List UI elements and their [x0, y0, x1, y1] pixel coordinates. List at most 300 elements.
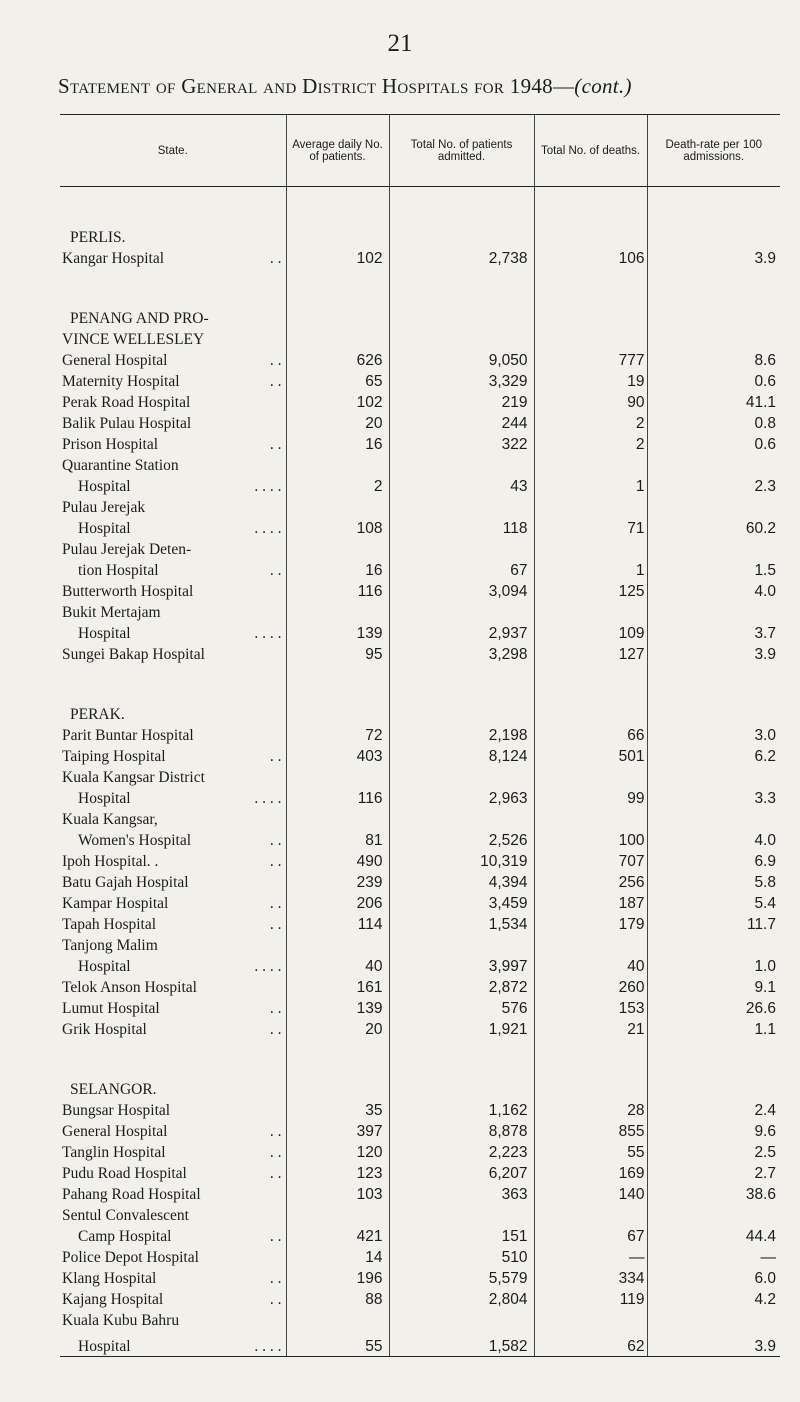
- admitted-cell: 322: [389, 433, 534, 454]
- hospital-name-cell: [60, 1141, 286, 1162]
- deaths-cell: 71: [534, 517, 647, 538]
- table-row: [60, 496, 780, 517]
- table-row: [60, 1120, 780, 1141]
- hospital-name: Bungsar Hospital: [62, 1102, 171, 1119]
- deaths-cell: 140: [534, 1183, 647, 1204]
- death-rate-cell: [647, 268, 780, 328]
- hospital-name: Kajang Hospital: [62, 1291, 164, 1308]
- avg-daily-cell: 88: [286, 1288, 389, 1309]
- table-row: [60, 997, 780, 1018]
- admitted-cell: 10,319: [389, 850, 534, 871]
- admitted-cell: 8,124: [389, 745, 534, 766]
- avg-daily-cell: 116: [286, 580, 389, 601]
- admitted-cell: 3,094: [389, 580, 534, 601]
- avg-daily-cell: 55: [286, 1330, 389, 1357]
- leader-dots: . .: [269, 1270, 282, 1287]
- deaths-cell: [534, 538, 647, 559]
- hospital-name: Tanglin Hospital: [62, 1144, 166, 1161]
- avg-daily-cell: 16: [286, 559, 389, 580]
- hospital-name-cell: [60, 1204, 286, 1225]
- avg-daily-cell: 65: [286, 370, 389, 391]
- deaths-cell: 67: [534, 1225, 647, 1246]
- hospital-name: PERAK.: [70, 706, 125, 723]
- death-rate-cell: 6.0: [647, 1267, 780, 1288]
- hospital-name-cell: [60, 871, 286, 892]
- deaths-cell: 153: [534, 997, 647, 1018]
- admitted-cell: [389, 496, 534, 517]
- avg-daily-cell: 95: [286, 643, 389, 664]
- hospital-name: General Hospital: [62, 352, 168, 369]
- table-row: [60, 1225, 780, 1246]
- hospital-name-cell: [60, 808, 286, 829]
- avg-daily-cell: [286, 268, 389, 328]
- admitted-cell: [389, 187, 534, 248]
- death-rate-cell: 0.6: [647, 370, 780, 391]
- deaths-cell: 106: [534, 247, 647, 268]
- hospital-name-cell: [60, 328, 286, 349]
- section-row: [60, 1039, 780, 1099]
- hospital-name-cell: [60, 1120, 286, 1141]
- death-rate-cell: 4.0: [647, 580, 780, 601]
- avg-daily-cell: [286, 1039, 389, 1099]
- hospital-name-cell: [60, 766, 286, 787]
- leader-dots: . .: [269, 916, 282, 933]
- death-rate-cell: 4.0: [647, 829, 780, 850]
- leader-dots: . . . .: [254, 790, 282, 807]
- hospital-name-cell: [60, 370, 286, 391]
- table-row: [60, 1141, 780, 1162]
- hospital-name: Sungei Bakap Hospital: [62, 646, 205, 663]
- avg-daily-cell: 20: [286, 412, 389, 433]
- admitted-cell: 2,738: [389, 247, 534, 268]
- death-rate-cell: 3.3: [647, 787, 780, 808]
- table-header-row: [60, 115, 780, 187]
- hospital-name-cell: [60, 475, 286, 496]
- leader-dots: . . . .: [254, 520, 282, 537]
- hospital-name: Pulau Jerejak Deten-: [62, 541, 192, 558]
- section-row: [60, 268, 780, 328]
- admitted-cell: 244: [389, 412, 534, 433]
- hospital-name: Hospital: [78, 520, 131, 537]
- death-rate-cell: [647, 766, 780, 787]
- admitted-cell: [389, 664, 534, 724]
- hospital-name: tion Hospital: [78, 562, 159, 579]
- table-row: [60, 517, 780, 538]
- death-rate-cell: 3.9: [647, 643, 780, 664]
- admitted-cell: 2,526: [389, 829, 534, 850]
- table-row: [60, 1162, 780, 1183]
- avg-daily-cell: [286, 808, 389, 829]
- hospital-name-cell: [60, 433, 286, 454]
- avg-daily-cell: 102: [286, 391, 389, 412]
- admitted-cell: [389, 538, 534, 559]
- admitted-cell: [389, 808, 534, 829]
- table-row: [60, 1204, 780, 1225]
- hospital-name: Pahang Road Hospital: [62, 1186, 201, 1203]
- header-avg-daily: Average daily No. of patients.: [286, 115, 389, 187]
- table-body: [60, 187, 780, 1357]
- deaths-cell: 119: [534, 1288, 647, 1309]
- hospital-name-cell: [60, 934, 286, 955]
- hospital-name: Hospital: [78, 958, 131, 975]
- admitted-cell: 1,162: [389, 1099, 534, 1120]
- hospital-name-cell: [60, 622, 286, 643]
- hospital-name: Quarantine Station: [62, 457, 179, 474]
- hospital-name: Ipoh Hospital. .: [62, 853, 159, 870]
- hospital-name-cell: [60, 1309, 286, 1330]
- hospital-name-cell: [60, 1018, 286, 1039]
- deaths-cell: 855: [534, 1120, 647, 1141]
- death-rate-cell: 9.1: [647, 976, 780, 997]
- death-rate-cell: 3.7: [647, 622, 780, 643]
- hospital-name-cell: [60, 997, 286, 1018]
- hospital-name: Kuala Kangsar,: [62, 811, 158, 828]
- death-rate-cell: —: [647, 1246, 780, 1267]
- death-rate-cell: 6.2: [647, 745, 780, 766]
- avg-daily-cell: 123: [286, 1162, 389, 1183]
- hospital-name: Hospital: [78, 1338, 131, 1355]
- admitted-cell: 510: [389, 1246, 534, 1267]
- table-row: [60, 1288, 780, 1309]
- hospital-name: Kangar Hospital: [62, 250, 165, 267]
- hospital-name-cell: [60, 787, 286, 808]
- death-rate-cell: 5.4: [647, 892, 780, 913]
- table-row: [60, 745, 780, 766]
- deaths-cell: 169: [534, 1162, 647, 1183]
- death-rate-cell: [647, 538, 780, 559]
- table-row: [60, 643, 780, 664]
- admitted-cell: 151: [389, 1225, 534, 1246]
- table-row: [60, 1330, 780, 1357]
- table-row: [60, 349, 780, 370]
- section-label: [60, 1039, 286, 1099]
- page-title: Statement of General and District Hospitals for 1948—(cont.): [58, 74, 632, 98]
- hospital-name: Kuala Kubu Bahru: [62, 1312, 180, 1329]
- death-rate-cell: 1.0: [647, 955, 780, 976]
- deaths-cell: [534, 664, 647, 724]
- admitted-cell: 576: [389, 997, 534, 1018]
- avg-daily-cell: 102: [286, 247, 389, 268]
- table-row: [60, 1099, 780, 1120]
- leader-dots: . . . .: [254, 958, 282, 975]
- page-number: 21: [387, 30, 413, 57]
- avg-daily-cell: 35: [286, 1099, 389, 1120]
- hospital-name-cell: [60, 1330, 286, 1357]
- leader-dots: . .: [269, 1000, 282, 1017]
- deaths-cell: 62: [534, 1330, 647, 1357]
- table-row: [60, 1018, 780, 1039]
- avg-daily-cell: [286, 1309, 389, 1330]
- table-row: [60, 787, 780, 808]
- death-rate-cell: [647, 808, 780, 829]
- avg-daily-cell: 161: [286, 976, 389, 997]
- deaths-cell: 707: [534, 850, 647, 871]
- death-rate-cell: [647, 328, 780, 349]
- deaths-cell: [534, 601, 647, 622]
- deaths-cell: 55: [534, 1141, 647, 1162]
- deaths-cell: 66: [534, 724, 647, 745]
- hospital-name: Balik Pulau Hospital: [62, 415, 192, 432]
- hospital-name-cell: [60, 1267, 286, 1288]
- hospital-name-cell: [60, 1225, 286, 1246]
- hospital-name: VINCE WELLESLEY: [62, 331, 205, 348]
- death-rate-cell: 2.7: [647, 1162, 780, 1183]
- admitted-cell: 3,298: [389, 643, 534, 664]
- death-rate-cell: 3.9: [647, 1330, 780, 1357]
- deaths-cell: —: [534, 1246, 647, 1267]
- death-rate-cell: 3.0: [647, 724, 780, 745]
- avg-daily-cell: 421: [286, 1225, 389, 1246]
- table-row: [60, 370, 780, 391]
- hospital-name: Pulau Jerejak: [62, 499, 146, 516]
- table-row: [60, 1267, 780, 1288]
- death-rate-cell: 0.8: [647, 412, 780, 433]
- hospital-name: PERLIS.: [70, 229, 126, 246]
- deaths-cell: [534, 1309, 647, 1330]
- table-row: [60, 850, 780, 871]
- deaths-cell: 127: [534, 643, 647, 664]
- admitted-cell: [389, 766, 534, 787]
- deaths-cell: 777: [534, 349, 647, 370]
- avg-daily-cell: 139: [286, 997, 389, 1018]
- hospital-name: SELANGOR.: [70, 1081, 157, 1098]
- avg-daily-cell: 114: [286, 913, 389, 934]
- admitted-cell: [389, 328, 534, 349]
- avg-daily-cell: 116: [286, 787, 389, 808]
- table-row: [60, 871, 780, 892]
- deaths-cell: 256: [534, 871, 647, 892]
- leader-dots: . . . .: [254, 625, 282, 642]
- deaths-cell: [534, 187, 647, 248]
- death-rate-cell: [647, 934, 780, 955]
- admitted-cell: [389, 454, 534, 475]
- admitted-cell: [389, 1039, 534, 1099]
- leader-dots: . .: [269, 895, 282, 912]
- deaths-cell: 1: [534, 475, 647, 496]
- deaths-cell: [534, 454, 647, 475]
- admitted-cell: 5,579: [389, 1267, 534, 1288]
- hospital-name: Prison Hospital: [62, 436, 159, 453]
- admitted-cell: 6,207: [389, 1162, 534, 1183]
- death-rate-cell: [647, 1309, 780, 1330]
- table-row: [60, 247, 780, 268]
- table-row: [60, 559, 780, 580]
- hospital-name: Hospital: [78, 790, 131, 807]
- death-rate-cell: [647, 601, 780, 622]
- table-row: [60, 808, 780, 829]
- avg-daily-cell: 403: [286, 745, 389, 766]
- table-row: [60, 580, 780, 601]
- admitted-cell: [389, 1309, 534, 1330]
- death-rate-cell: [647, 496, 780, 517]
- admitted-cell: 2,223: [389, 1141, 534, 1162]
- admitted-cell: 2,198: [389, 724, 534, 745]
- admitted-cell: 4,394: [389, 871, 534, 892]
- avg-daily-cell: [286, 934, 389, 955]
- death-rate-cell: [647, 454, 780, 475]
- avg-daily-cell: 72: [286, 724, 389, 745]
- avg-daily-cell: 139: [286, 622, 389, 643]
- hospital-name-cell: [60, 559, 286, 580]
- hospital-name-cell: [60, 391, 286, 412]
- admitted-cell: 1,534: [389, 913, 534, 934]
- deaths-cell: 28: [534, 1099, 647, 1120]
- table-row: [60, 955, 780, 976]
- avg-daily-cell: [286, 454, 389, 475]
- avg-daily-cell: 196: [286, 1267, 389, 1288]
- death-rate-cell: 0.6: [647, 433, 780, 454]
- admitted-cell: [389, 268, 534, 328]
- hospital-name: General Hospital: [62, 1123, 168, 1140]
- hospital-name-cell: [60, 976, 286, 997]
- avg-daily-cell: 626: [286, 349, 389, 370]
- avg-daily-cell: 120: [286, 1141, 389, 1162]
- deaths-cell: [534, 1204, 647, 1225]
- admitted-cell: 219: [389, 391, 534, 412]
- leader-dots: . .: [269, 1228, 282, 1245]
- admitted-cell: 2,937: [389, 622, 534, 643]
- avg-daily-cell: 490: [286, 850, 389, 871]
- section-label: [60, 664, 286, 724]
- leader-dots: . .: [269, 1165, 282, 1182]
- deaths-cell: 260: [534, 976, 647, 997]
- hospital-name-cell: [60, 247, 286, 268]
- avg-daily-cell: 14: [286, 1246, 389, 1267]
- leader-dots: . .: [269, 373, 282, 390]
- hospital-name: Butterworth Hospital: [62, 583, 194, 600]
- hospital-name: PENANG AND PRO-: [70, 310, 209, 327]
- section-label: [60, 268, 286, 328]
- hospital-name: Women's Hospital: [78, 832, 192, 849]
- hospital-name-cell: [60, 1288, 286, 1309]
- hospital-name-cell: [60, 1183, 286, 1204]
- hospital-name: Police Depot Hospital: [62, 1249, 199, 1266]
- hospital-name-cell: [60, 580, 286, 601]
- table-row: [60, 601, 780, 622]
- death-rate-cell: 2.5: [647, 1141, 780, 1162]
- death-rate-cell: 41.1: [647, 391, 780, 412]
- leader-dots: . . . .: [254, 478, 282, 495]
- table-row: [60, 391, 780, 412]
- admitted-cell: 118: [389, 517, 534, 538]
- deaths-cell: 179: [534, 913, 647, 934]
- table-row: [60, 829, 780, 850]
- death-rate-cell: 60.2: [647, 517, 780, 538]
- hospital-name-cell: [60, 745, 286, 766]
- table-row: [60, 538, 780, 559]
- hospital-name-cell: [60, 955, 286, 976]
- death-rate-cell: 11.7: [647, 913, 780, 934]
- deaths-cell: 334: [534, 1267, 647, 1288]
- admitted-cell: 363: [389, 1183, 534, 1204]
- death-rate-cell: 1.1: [647, 1018, 780, 1039]
- hospital-name: Tapah Hospital: [62, 916, 157, 933]
- header-admitted: Total No. of patients admitted.: [389, 115, 534, 187]
- deaths-cell: 109: [534, 622, 647, 643]
- death-rate-cell: [647, 187, 780, 248]
- header-deaths: Total No. of deaths.: [534, 115, 647, 187]
- avg-daily-cell: 16: [286, 433, 389, 454]
- hospital-name-cell: [60, 1246, 286, 1267]
- table-row: [60, 892, 780, 913]
- avg-daily-cell: [286, 538, 389, 559]
- hospital-name: Batu Gajah Hospital: [62, 874, 189, 891]
- hospital-name-cell: [60, 829, 286, 850]
- hospital-name: Kampar Hospital: [62, 895, 169, 912]
- leader-dots: . . . .: [254, 1338, 282, 1355]
- death-rate-cell: 2.3: [647, 475, 780, 496]
- hospital-name: Telok Anson Hospital: [62, 979, 197, 996]
- hospital-name: Lumut Hospital: [62, 1000, 160, 1017]
- avg-daily-cell: [286, 664, 389, 724]
- deaths-cell: [534, 1039, 647, 1099]
- death-rate-cell: [647, 664, 780, 724]
- table-row: [60, 724, 780, 745]
- avg-daily-cell: [286, 187, 389, 248]
- admitted-cell: 8,878: [389, 1120, 534, 1141]
- leader-dots: . .: [269, 352, 282, 369]
- header-state: State.: [60, 115, 286, 187]
- leader-dots: . .: [269, 832, 282, 849]
- hospital-name-cell: [60, 643, 286, 664]
- hospital-name: Tanjong Malim: [62, 937, 158, 954]
- avg-daily-cell: [286, 1204, 389, 1225]
- hospital-name-cell: [60, 412, 286, 433]
- deaths-cell: 19: [534, 370, 647, 391]
- deaths-cell: [534, 328, 647, 349]
- table-row: [60, 1246, 780, 1267]
- deaths-cell: 40: [534, 955, 647, 976]
- hospital-name-cell: [60, 349, 286, 370]
- section-row: [60, 664, 780, 724]
- table-row: [60, 475, 780, 496]
- deaths-cell: 125: [534, 580, 647, 601]
- deaths-cell: [534, 934, 647, 955]
- leader-dots: . .: [269, 250, 282, 267]
- death-rate-cell: [647, 1039, 780, 1099]
- hospital-name-cell: [60, 538, 286, 559]
- hospital-name: Klang Hospital: [62, 1270, 157, 1287]
- avg-daily-cell: 206: [286, 892, 389, 913]
- admitted-cell: [389, 601, 534, 622]
- leader-dots: . .: [269, 1291, 282, 1308]
- admitted-cell: 1,921: [389, 1018, 534, 1039]
- death-rate-cell: 44.4: [647, 1225, 780, 1246]
- admitted-cell: [389, 934, 534, 955]
- deaths-cell: 501: [534, 745, 647, 766]
- hospital-statistics-table: [60, 114, 780, 1357]
- title-continued: (cont.): [574, 74, 632, 98]
- hospital-name-cell: [60, 892, 286, 913]
- leader-dots: . .: [269, 1123, 282, 1140]
- hospital-name: Maternity Hospital: [62, 373, 180, 390]
- table-row: [60, 1309, 780, 1330]
- avg-daily-cell: 20: [286, 1018, 389, 1039]
- table-row: [60, 766, 780, 787]
- avg-daily-cell: 239: [286, 871, 389, 892]
- deaths-cell: [534, 268, 647, 328]
- hospital-name: Camp Hospital: [78, 1228, 172, 1245]
- avg-daily-cell: 103: [286, 1183, 389, 1204]
- hospital-name: Pudu Road Hospital: [62, 1165, 187, 1182]
- deaths-cell: 1: [534, 559, 647, 580]
- hospital-name-cell: [60, 1162, 286, 1183]
- deaths-cell: [534, 766, 647, 787]
- hospital-name-cell: [60, 724, 286, 745]
- death-rate-cell: 26.6: [647, 997, 780, 1018]
- hospital-name: Parit Buntar Hospital: [62, 727, 194, 744]
- admitted-cell: 2,804: [389, 1288, 534, 1309]
